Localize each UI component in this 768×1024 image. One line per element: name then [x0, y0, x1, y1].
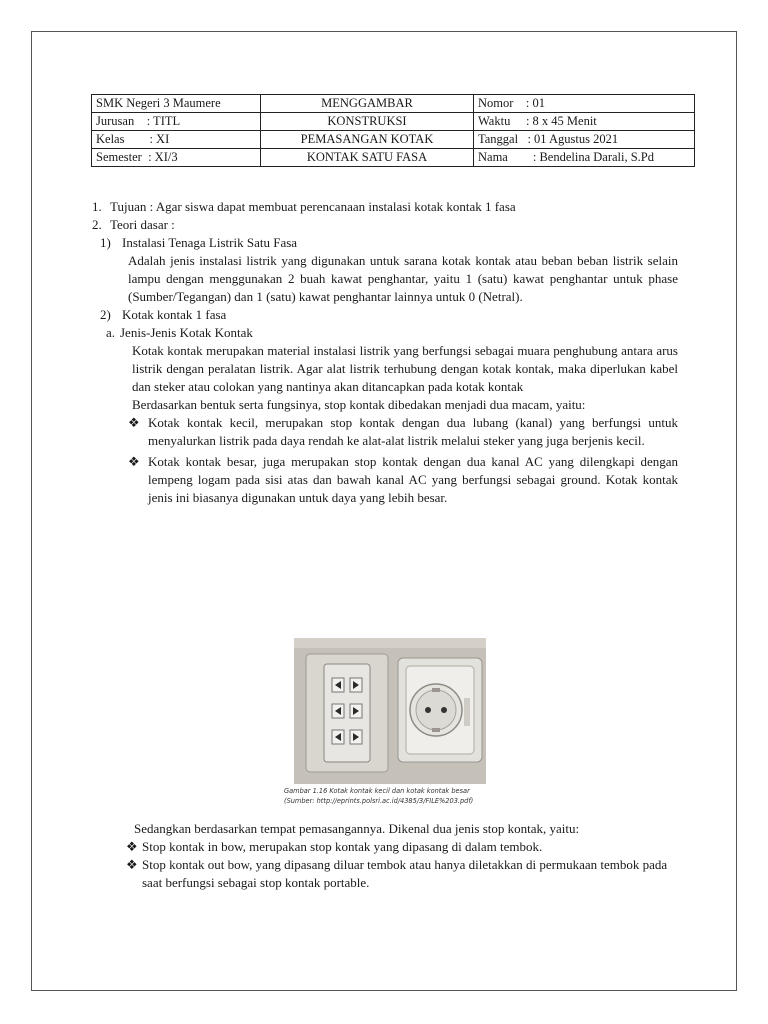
- bullet-text: Stop kontak in bow, merupakan stop kontak yang dipasang di dalam tembok.: [142, 839, 543, 854]
- list-number: 1.: [92, 199, 102, 214]
- sub-heading-1: Instalasi Tenaga Listrik Satu Fasa: [122, 235, 298, 250]
- list-number: 2.: [92, 217, 102, 232]
- bullet-besar: [92, 453, 678, 507]
- diamond-bullet-icon: ❖: [126, 839, 138, 854]
- list-item-tujuan: [92, 198, 678, 216]
- bullet-text: Kotak kontak kecil, merupakan stop kontak dengan dua lubang (kanal) yang berfungsi untuk menyalurkan listrik pada daya rendah ke alat-alat listrik melalui steker yang juga berjenis kecil.: [148, 415, 678, 448]
- sub-item-2: [92, 306, 678, 324]
- diamond-bullet-icon: ❖: [126, 857, 138, 872]
- nomor-cell: Nomor : 01: [474, 95, 695, 113]
- sub-heading-a: Jenis-Jenis Kotak Kontak: [120, 325, 253, 340]
- tujuan-text: Tujuan : Agar siswa dapat membuat perencanaan instalasi kotak kontak 1 fasa: [110, 199, 516, 214]
- bullet-text: Kotak kontak besar, juga merupakan stop kontak dengan dua kanal AC yang dilengkapi dengan lempeng logam pada sisi atas dan bawah kanal AC yang berfungsi sebagai ground. Kotak kontak jenis ini biasanya digunakan untuk daya yang lebih besar.: [148, 454, 678, 505]
- document-body: [92, 198, 678, 507]
- paragraph-instalasi: Adalah jenis instalasi listrik yang digunakan untuk sarana kotak kontak atau beban beban listrik selain lampu dengan menggunakan 2 buah kawat penghantar, yaitu 1 (satu) kawat penghantar untuk phase (Sumber/Tegangan) dan 1 (satu) kawat penghantar lainnya untuk 0 (Netral).: [128, 253, 678, 304]
- bullet-text: Stop kontak out bow, yang dipasang diluar tembok atau hanya diletakkan di permukaan tembok pada saat berfungsi sebagai stop kontak portable.: [142, 857, 668, 890]
- installation-section: [92, 820, 678, 892]
- figure-caption: [284, 786, 504, 806]
- sub-item-1: [92, 234, 678, 252]
- kelas-cell: Kelas : XI: [92, 131, 261, 149]
- nama-cell: Nama : Bendelina Darali, S.Pd: [474, 149, 695, 167]
- title-cell-1: MENGGAMBAR: [261, 95, 474, 113]
- diamond-bullet-icon: ❖: [128, 454, 140, 469]
- installation-intro: Sedangkan berdasarkan tempat pemasangannya. Dikenal dua jenis stop kontak, yaitu:: [134, 821, 580, 836]
- bullet-kecil: [92, 414, 678, 450]
- sub-item-a: [92, 324, 678, 342]
- tanggal-cell: Tanggal : 01 Agustus 2021: [474, 131, 695, 149]
- sub-number: 1): [100, 235, 111, 250]
- caption-line-2: (Sumber: http://eprints.polsri.ac.id/4385/3/FILE%203.pdf): [284, 797, 474, 805]
- list-item-teori: [92, 216, 678, 234]
- sub-number: 2): [100, 307, 111, 322]
- title-cell-4: KONTAK SATU FASA: [261, 149, 474, 167]
- sub-letter: a.: [106, 325, 116, 340]
- paragraph-kotak-kontak: Kotak kontak merupakan material instalasi listrik yang berfungsi sebagai muara penghubung antara arus listrik dengan peralatan listrik. Agar alat listrik terhubung dengan kotak kontak, maka diperlukan kabel dan steker atau colokan yang nantinya akan ditancapkan pada kotak kontak: [132, 343, 678, 394]
- diamond-bullet-icon: ❖: [128, 415, 140, 430]
- school-cell: SMK Negeri 3 Maumere: [92, 95, 261, 113]
- title-cell-2: KONSTRUKSI: [261, 113, 474, 131]
- paragraph-berdasarkan: Berdasarkan bentuk serta fungsinya, stop kontak dibedakan menjadi dua macam, yaitu:: [132, 397, 586, 412]
- semester-cell: Semester : XI/3: [92, 149, 261, 167]
- title-cell-3: PEMASANGAN KOTAK: [261, 131, 474, 149]
- header-table: [91, 94, 695, 167]
- socket-photo: [294, 638, 486, 784]
- waktu-cell: Waktu : 8 x 45 Menit: [474, 113, 695, 131]
- jurusan-cell: Jurusan : TITL: [92, 113, 261, 131]
- bullet-out-bow: [92, 856, 678, 892]
- caption-line-1: Gambar 1.16 Kotak kontak kecil dan kotak kontak besar: [284, 787, 470, 795]
- socket-photo-drawing: [294, 638, 486, 784]
- teori-heading: Teori dasar :: [110, 217, 175, 232]
- sub-heading-2: Kotak kontak 1 fasa: [122, 307, 227, 322]
- bullet-in-bow: [92, 838, 678, 856]
